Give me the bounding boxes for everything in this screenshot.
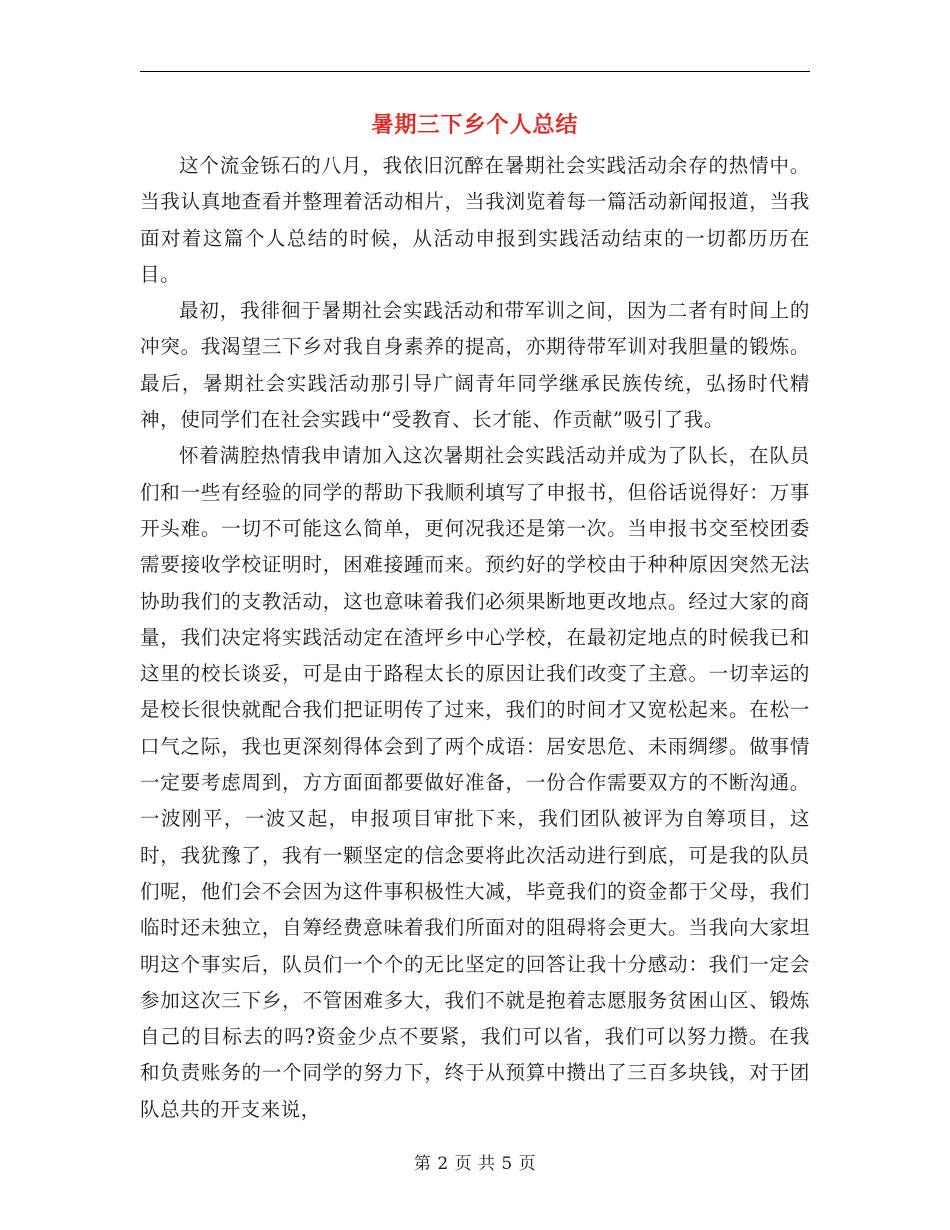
document-body bbox=[140, 148, 810, 1128]
paragraph-3: 怀着满腔热情我申请加入这次暑期社会实践活动并成为了队长，在队员们和一些有经验的同学的帮助下我顺利填写了申报书，但俗话说得好：万事开头难。一切不可能这么简单，更何况我还是第一次。当申报书交至校团委需要接收学校证明时，困难接踵而来。预约好的学校由于种种原因突然无法协助我们的支教活动，这也意味着我们必须果断地更改地点。经过大家的商量，我们决定将实践活动定在渣坪乡中心学校，在最初定地点的时候我已和这里的校长谈妥，可是由于路程太长的原因让我们改变了主意。一切幸运的是校长很快就配合我们把证明传了过来，我们的时间才又宽松起来。在松一口气之际，我也更深刻得体会到了两个成语：居安思危、未雨绸缪。做事情一定要考虑周到，方方面面都要做好准备，一份合作需要双方的不断沟通。一波刚平，一波又起，申报项目审批下来，我们团队被评为自筹项目，这时，我犹豫了，我有一颗坚定的信念要将此次活动进行到底，可是我的队员们呢，他们会不会因为这件事积极性大减，毕竟我们的资金都于父母，我们临时还未独立，自筹经费意味着我们所面对的阻碍将会更大。当我向大家坦明这个事实后，队员们一个个的无比坚定的回答让我十分感动：我们一定会参加这次三下乡，不管困难多大，我们不就是抱着志愿服务贫困山区、锻炼自己的目标去的吗?资金少点不要紧，我们可以省，我们可以努力攒。在我和负责账务的一个同学的努力下，终于从预算中攒出了三百多块钱，对于团队总共的开支来说， bbox=[140, 444, 810, 1121]
document-title: 暑期三下乡个人总结 bbox=[371, 112, 579, 138]
paragraph-1: 这个流金铄石的八月，我依旧沉醉在暑期社会实践活动余存的热情中。当我认真地查看并整理着活动相片，当我浏览着每一篇活动新闻报道，当我面对着这篇个人总结的时候，从活动申报到实践活动结束的一切都历历在目。 bbox=[140, 154, 810, 286]
page-number-footer: 第 2 页 共 5 页 bbox=[413, 1154, 537, 1174]
paragraph-2: 最初，我徘徊于暑期社会实践活动和带军训之间，因为二者有时间上的冲突。我渴望三下乡对我自身素养的提高，亦期待带军训对我胆量的锻炼。最后，暑期社会实践活动那引导广阔青年同学继承民族传统，弘扬时代精神，使同学们在社会实践中“受教育、长才能、作贡献”吸引了我。 bbox=[140, 299, 810, 432]
header-rule bbox=[140, 71, 810, 72]
